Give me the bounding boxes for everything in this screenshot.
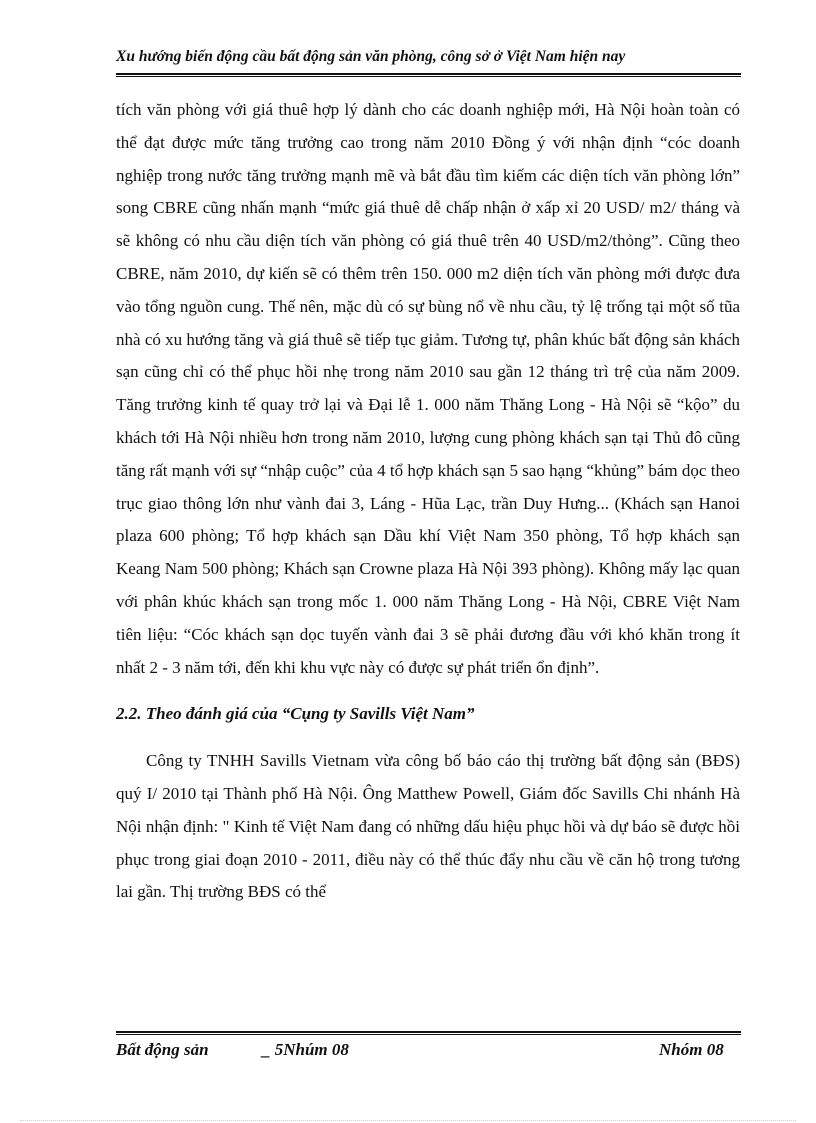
document-body (116, 94, 740, 909)
footer-middle-label: _ 5Nhúm 08 (262, 1040, 349, 1059)
section-heading: 2.2. Theo đánh giá của “Cụng ty Savills Việt Nam” (116, 704, 475, 724)
footer-left-label: Bất động sản (116, 1040, 209, 1059)
header-divider-thin (116, 76, 741, 77)
body-paragraph-1: tích văn phòng với giá thuê hợp lý dành cho các doanh nghiệp mới, Hà Nội hoàn toàn có thể đạt được mức tăng trưởng cao trong năm 2010 Đồng ý với nhận định “cóc doanh nghiệp trong nước tăng trưởng mạnh mẽ và bắt đầu tìm kiếm các diện tích văn phòng lớn” song CBRE cũng nhấn mạnh “mức giá thuê dễ chấp nhận ở xấp xỉ 20 USD/ m2/ tháng và sẽ không có nhu cầu diện tích văn phòng có giá thuê trên 40 USD/m2/thỏng”. Cũng theo CBRE, năm 2010, dự kiến sẽ có thêm trên 150. 000 m2 diện tích văn phòng mới được đưa vào tổng nguồn cung. Thế nên, mặc dù có sự bùng nổ về nhu cầu, tỷ lệ trống tại một số tũa nhà có xu hướng tăng và giá thuê sẽ tiếp tục giảm. Tương tự, phân khúc bất động sản khách sạn cũng chỉ có thể phục hồi nhẹ trong năm 2010 sau gần 12 tháng trì trệ của năm 2009. Tăng trưởng kinh tế quay trở lại và Đại lễ 1. 000 năm Thăng Long - Hà Nội sẽ “kộo” du khách tới Hà Nội nhiều hơn trong năm 2010, lượng cung phòng khách sạn tại Thủ đô cũng tăng rất mạnh với sự “nhập cuộc” của 4 tổ hợp khách sạn 5 sao hạng “khủng” bám dọc theo trục giao thông lớn như vành đai 3, Láng - Hũa Lạc, trần Duy Hưng... (Khách sạn Hanoi plaza 600 phòng; Tổ hợp khách sạn Dầu khí Việt Nam 350 phòng, Tổ hợp khách sạn Keang Nam 500 phòng; Khách sạn Crowne plaza Hà Nội 393 phòng). Không mấy lạc quan với phân khúc khách sạn trong mốc 1. 000 năm Thăng Long - Hà Nội, CBRE Việt Nam tiên liệu: “Cóc khách sạn dọc tuyến vành đai 3 sẽ phải đương đầu với khó khăn trong ít nhất 2 - 3 năm tới, đến khi khu vực này có được sự phát triển ổn định”. (116, 100, 740, 677)
body-paragraph-2: Công ty TNHH Savills Vietnam vừa công bố báo cáo thị trường bất động sản (BĐS) quý I/ 2010 tại Thành phố Hà Nội. Ông Matthew Powell, Giám đốc Savills Chi nhánh Hà Nội nhận định: " Kinh tế Việt Nam đang có những dấu hiệu phục hồi và dự báo sẽ được hồi phục trong giai đoạn 2010 - 2011, điều này có thể thúc đẩy nhu cầu về căn hộ trong tương lai gần. Thị trường BĐS có thể (116, 751, 740, 902)
running-header: Xu hướng biến động cầu bất động sản văn phòng, công sở ở Việt Nam hiện nay (116, 48, 626, 65)
footer-divider (116, 1031, 741, 1033)
page-edge (20, 1120, 796, 1121)
footer-divider-thin (116, 1034, 741, 1035)
footer-right-label: Nhóm 08 (659, 1040, 724, 1059)
header-divider (116, 73, 741, 75)
